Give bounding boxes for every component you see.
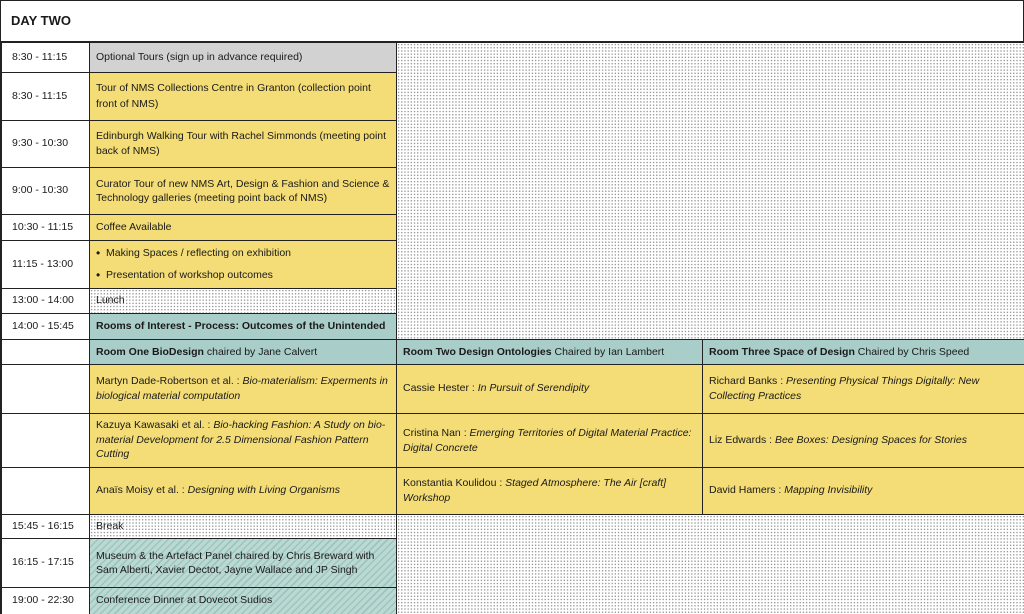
- time-cell: 15:45 - 16:15: [1, 514, 90, 539]
- making-spaces-cell: [89, 240, 397, 289]
- time-cell: 14:00 - 15:45: [1, 313, 90, 340]
- empty-area-top: [396, 42, 1024, 340]
- room-header: [89, 339, 397, 365]
- coffee-cell: Coffee Available: [89, 214, 397, 241]
- talk-title: Staged Atmosphere: The Air [craft] Workshop: [403, 477, 667, 505]
- time-cell: 8:30 - 11:15: [1, 72, 90, 121]
- talk-title: In Pursuit of Serendipity: [477, 382, 590, 394]
- talk-author: David Hamers :: [709, 484, 785, 496]
- talk-author: Cassie Hester :: [403, 382, 478, 394]
- bullet-item: • Presentation of workshop outcomes: [96, 268, 390, 283]
- talk-title: Mapping Invisibility: [784, 484, 873, 496]
- talk-cell: [702, 364, 1024, 414]
- nms-collections-tour-cell: Tour of NMS Collections Centre in Granton (collection point front of NMS): [89, 72, 397, 121]
- talk-author: Anaïs Moisy et al. :: [96, 484, 188, 496]
- talk-author: Martyn Dade-Robertson et al. :: [96, 375, 243, 387]
- talk-author: Cristina Nan :: [403, 427, 470, 439]
- talk-author: Liz Edwards :: [709, 434, 775, 446]
- time-cell-empty: [1, 339, 90, 365]
- empty-area-bottom: [396, 514, 1024, 614]
- talk-cell: [396, 467, 703, 515]
- rooms-of-interest-cell: Rooms of Interest - Process: Outcomes of the Unintended: [89, 313, 397, 340]
- room-header: [702, 339, 1024, 365]
- time-cell-empty: [1, 413, 90, 468]
- bullet-item: • Making Spaces / reflecting on exhibition: [96, 246, 390, 261]
- time-cell: 11:15 - 13:00: [1, 240, 90, 289]
- room-chair: Chaired by Ian Lambert: [551, 346, 665, 358]
- time-cell: 9:30 - 10:30: [1, 120, 90, 168]
- talk-author: Richard Banks :: [709, 375, 787, 387]
- talk-title: Presenting Physical Things Digitally: New Collecting Practices: [709, 375, 980, 403]
- walking-tour-cell: Edinburgh Walking Tour with Rachel Simmonds (meeting point back of NMS): [89, 120, 397, 168]
- talk-cell: [702, 467, 1024, 515]
- talk-title: Designing with Living Organisms: [187, 484, 340, 496]
- time-cell-empty: [1, 467, 90, 515]
- room-name: Room Three Space of Design: [709, 346, 855, 358]
- talk-cell: [89, 467, 397, 515]
- room-chair: chaired by Jane Calvert: [203, 346, 318, 358]
- curator-tour-cell: Curator Tour of new NMS Art, Design & Fashion and Science & Technology galleries (meeting point back of NMS): [89, 167, 397, 215]
- talk-cell: [89, 413, 397, 468]
- talk-cell: [89, 364, 397, 414]
- talk-title: Bio-materialism: Experments in biological material computation: [96, 375, 388, 403]
- break-cell: Break: [89, 514, 397, 539]
- time-cell: 9:00 - 10:30: [1, 167, 90, 215]
- panel-cell: Museum & the Artefact Panel chaired by Chris Breward with Sam Alberti, Xavier Dectot, Jayne Wallace and JP Singh: [89, 538, 397, 588]
- time-cell: 8:30 - 11:15: [1, 42, 90, 73]
- room-chair: Chaired by Chris Speed: [854, 346, 970, 358]
- time-cell-empty: [1, 364, 90, 414]
- talk-title: Bee Boxes: Designing Spaces for Stories: [774, 434, 967, 446]
- talk-cell: [702, 413, 1024, 468]
- talk-cell: [396, 364, 703, 414]
- room-header: [396, 339, 703, 365]
- dinner-cell: Conference Dinner at Dovecot Sudios: [89, 587, 397, 614]
- time-cell: 10:30 - 11:15: [1, 214, 90, 241]
- talk-author: Kazuya Kawasaki et al. :: [96, 419, 214, 431]
- talk-title: Bio-hacking Fashion: A Study on bio-material Development for 2.5 Dimensional Fashion Pattern Cutting: [96, 419, 386, 461]
- room-name: Room One BioDesign: [96, 346, 204, 358]
- page-title: DAY TWO: [1, 1, 1023, 42]
- time-cell: 13:00 - 14:00: [1, 288, 90, 314]
- lunch-cell: Lunch: [89, 288, 397, 314]
- time-cell: 16:15 - 17:15: [1, 538, 90, 588]
- room-name: Room Two Design Ontologies: [403, 346, 552, 358]
- talk-cell: [396, 413, 703, 468]
- optional-tours-cell: Optional Tours (sign up in advance required): [89, 42, 397, 73]
- time-cell: 19:00 - 22:30: [1, 587, 90, 614]
- talk-title: Emerging Territories of Digital Material Practice: Digital Concrete: [403, 427, 692, 455]
- talk-author: Konstantia Koulidou :: [403, 477, 506, 489]
